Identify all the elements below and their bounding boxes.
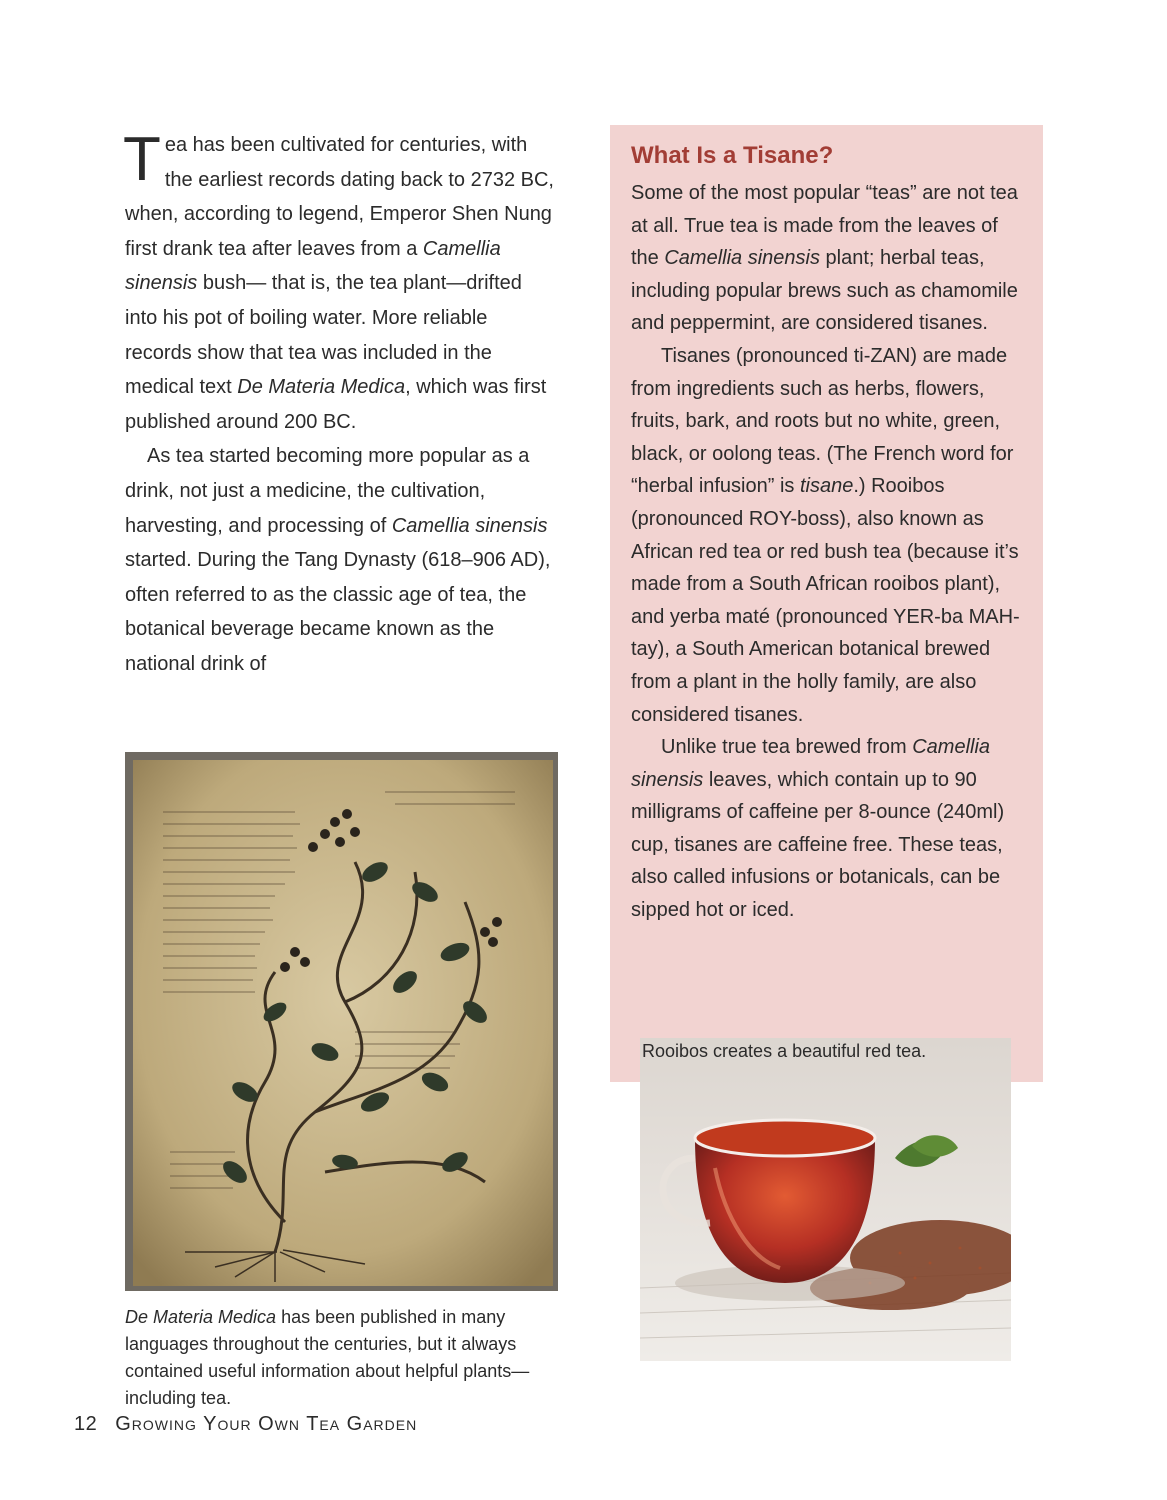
rooibos-caption: Rooibos creates a beautiful red tea. xyxy=(642,1041,927,1061)
tea-cup-drawing xyxy=(640,1038,1011,1361)
main-text-column xyxy=(123,125,555,682)
text: .) Rooibos (pronounced ROY-boss), also known as African red tea or red bush tea (because it’s made from a South African rooibos plant), and yerba maté (pronounced YER-ba MAH-tay), a South American botanical brewed from a plant in the holly family, are also considered tisanes. xyxy=(631,475,1020,726)
text: As tea started becoming more popular as a drink, not just a medicine, the cultivation, harvesting, and processing of xyxy=(125,445,530,537)
paragraph-2 xyxy=(125,439,555,681)
italic-term: Camellia sinensis xyxy=(125,237,501,295)
sidebar-paragraph-2 xyxy=(631,340,1027,731)
drop-cap: T xyxy=(123,125,161,194)
text: leaves, which contain up to 90 milligrams of caffeine per 8-ounce (240ml) cup, tisanes are caffeine free. These teas, also called infusions or botanicals, can be sipped hot or iced. xyxy=(631,768,1005,922)
sidebar-paragraph-1 xyxy=(631,177,1027,340)
text: ea has been cultivated for centuries, with the earliest records dating back to 2732 BC, when, according to legend, Emperor Shen Nung first drank tea after leaves from a xyxy=(125,134,554,260)
manuscript-drawing xyxy=(125,752,558,1291)
page-number: 12 xyxy=(74,1413,98,1435)
text: Some of the most popular “teas” are not tea at all. True tea is made from the leaves of the xyxy=(631,182,1018,270)
text: Unlike true tea brewed from xyxy=(661,736,913,759)
sidebar-paragraph-3 xyxy=(631,731,1027,927)
italic-term: Camellia sinensis xyxy=(664,247,820,270)
italic-title: De Materia Medica xyxy=(237,376,406,399)
paragraph-1 xyxy=(123,125,555,439)
sidebar-title: What Is a Tisane? xyxy=(631,142,834,169)
text: Tisanes (pronounced ti-ZAN) are made from ingredients such as herbs, flowers, fruits, bark, and roots but no white, green, black, or oolong teas. (The French word for “herbal infusion” is xyxy=(631,344,1014,498)
sidebar-body xyxy=(631,177,1027,927)
manuscript-caption xyxy=(125,1304,565,1412)
rooibos-tea-photo xyxy=(640,1038,1011,1361)
text: plant; herbal teas, including popular brews such as chamomile and peppermint, are considered tisanes. xyxy=(631,247,1018,335)
italic-term: tisane xyxy=(799,475,854,498)
italic-term: Camellia sinensis xyxy=(631,736,991,791)
tisane-sidebar xyxy=(610,125,1043,1082)
text: bush— that is, the tea plant—drifted into his pot of boiling water. More reliable records show that tea was included in the medical text xyxy=(125,272,522,399)
running-title: Growing Your Own Tea Garden xyxy=(115,1413,418,1435)
italic-title: De Materia Medica xyxy=(125,1307,277,1327)
page-footer xyxy=(74,1413,417,1436)
text: , which was first published around 200 BC. xyxy=(125,376,547,433)
manuscript-illustration xyxy=(125,752,558,1291)
italic-term: Camellia sinensis xyxy=(391,514,548,537)
text: started. During the Tang Dynasty (618–906 AD), often referred to as the classic age of tea, the botanical beverage became known as the national drink of xyxy=(125,549,551,675)
text: has been published in many languages throughout the centuries, but it always contained useful information about helpful plants—including tea. xyxy=(125,1307,530,1408)
